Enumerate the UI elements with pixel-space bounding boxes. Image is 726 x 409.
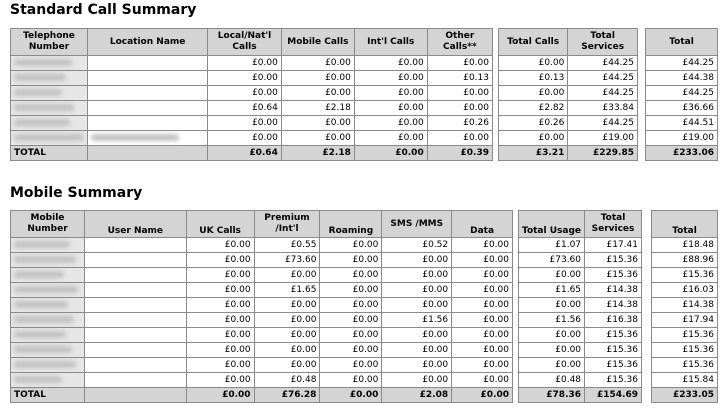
premium-intl-cell: £0.00 xyxy=(254,343,320,358)
intl-calls-cell: £0.00 xyxy=(354,86,427,101)
premium-intl-cell: £0.00 xyxy=(254,328,320,343)
total-row xyxy=(499,146,638,161)
grand-total: £233.06 xyxy=(646,146,718,161)
premium-intl-cell: £0.00 xyxy=(254,268,320,283)
uk-calls-cell: £0.00 xyxy=(186,358,254,373)
total-cell: £15.84 xyxy=(652,373,718,388)
total-services-cell: £17.41 xyxy=(585,238,642,253)
table-row xyxy=(646,116,718,131)
redacted-text xyxy=(14,134,84,141)
col-mobile-calls: Mobile Calls xyxy=(281,29,354,56)
user-name-cell xyxy=(84,313,186,328)
location-name-cell xyxy=(88,146,208,161)
standard-summary-title: Standard Call Summary xyxy=(10,2,197,18)
mobile-number-cell xyxy=(11,283,85,298)
table-row xyxy=(499,71,638,86)
table-row xyxy=(646,86,718,101)
intl-calls-cell: £0.00 xyxy=(354,116,427,131)
col-intl-calls: Int'l Calls xyxy=(354,29,427,56)
table-row xyxy=(519,358,642,373)
total-calls-total: £3.21 xyxy=(499,146,568,161)
roaming-cell: £0.00 xyxy=(320,343,382,358)
sms-mms-cell: £0.00 xyxy=(382,268,452,283)
other-calls-total: £0.39 xyxy=(427,146,492,161)
table-row xyxy=(11,71,493,86)
mobile-calls-cell: £0.00 xyxy=(281,86,354,101)
mobile-totals-table xyxy=(518,210,642,403)
total-row xyxy=(11,146,493,161)
data-cell: £0.00 xyxy=(452,283,513,298)
redacted-text xyxy=(14,241,70,248)
roaming-cell: £0.00 xyxy=(320,358,382,373)
table-row xyxy=(519,298,642,313)
mobile-number-cell xyxy=(11,373,85,388)
total-services-cell: £44.25 xyxy=(568,56,638,71)
local-calls-cell: £0.64 xyxy=(208,101,282,116)
total-usage-cell: £73.60 xyxy=(519,253,585,268)
data-cell: £0.00 xyxy=(452,343,513,358)
total-services-cell: £33.84 xyxy=(568,101,638,116)
location-name-cell xyxy=(88,86,208,101)
total-usage-cell: £1.56 xyxy=(519,313,585,328)
location-name-cell xyxy=(88,56,208,71)
roaming-cell: £0.00 xyxy=(320,328,382,343)
total-services-cell: £15.36 xyxy=(585,268,642,283)
local-calls-cell: £0.00 xyxy=(208,131,282,146)
col-premium-intl: Premium /Int'l xyxy=(254,211,320,238)
mobile-summary-table xyxy=(10,210,513,403)
total-calls-cell: £0.26 xyxy=(499,116,568,131)
col-user-name: User Name xyxy=(84,211,186,238)
redacted-text xyxy=(14,271,64,278)
location-name-cell xyxy=(88,71,208,86)
total-services-cell: £14.38 xyxy=(585,283,642,298)
uk-calls-cell: £0.00 xyxy=(186,298,254,313)
table-row xyxy=(652,298,718,313)
total-services-cell: £14.38 xyxy=(585,298,642,313)
total-calls-cell: £0.00 xyxy=(499,86,568,101)
table-row xyxy=(519,253,642,268)
intl-calls-cell: £0.00 xyxy=(354,56,427,71)
table-row xyxy=(519,283,642,298)
location-name-cell xyxy=(88,101,208,116)
other-calls-cell: £0.00 xyxy=(427,86,492,101)
redacted-text xyxy=(14,376,62,383)
total-calls-cell: £2.82 xyxy=(499,101,568,116)
sms-mms-cell: £1.56 xyxy=(382,313,452,328)
table-row xyxy=(499,131,638,146)
total-label: TOTAL xyxy=(11,388,85,403)
col-data: Data xyxy=(452,211,513,238)
table-row xyxy=(646,71,718,86)
other-calls-cell: £0.00 xyxy=(427,131,492,146)
table-row xyxy=(646,131,718,146)
total-usage-cell: £0.00 xyxy=(519,358,585,373)
table-row xyxy=(519,373,642,388)
table-row xyxy=(646,56,718,71)
col-total-usage: Total Usage xyxy=(519,211,585,238)
uk-calls-cell: £0.00 xyxy=(186,328,254,343)
premium-intl-cell: £0.48 xyxy=(254,373,320,388)
data-cell: £0.00 xyxy=(452,373,513,388)
total-usage-cell: £1.07 xyxy=(519,238,585,253)
total-usage-total: £78.36 xyxy=(519,388,585,403)
location-name-cell xyxy=(88,116,208,131)
total-services-cell: £15.36 xyxy=(585,373,642,388)
redacted-text xyxy=(14,316,74,323)
user-name-cell xyxy=(84,388,186,403)
user-name-cell xyxy=(84,358,186,373)
mobile-number-cell xyxy=(11,253,85,268)
total-services-cell: £15.36 xyxy=(585,328,642,343)
mobile-calls-cell: £0.00 xyxy=(281,131,354,146)
mobile-calls-cell: £0.00 xyxy=(281,56,354,71)
total-services-cell: £19.00 xyxy=(568,131,638,146)
total-cell: £44.25 xyxy=(646,86,718,101)
sms-mms-cell: £0.52 xyxy=(382,238,452,253)
table-row xyxy=(11,116,493,131)
uk-calls-cell: £0.00 xyxy=(186,373,254,388)
local-calls-cell: £0.00 xyxy=(208,86,282,101)
total-services-cell: £15.36 xyxy=(585,253,642,268)
sms-mms-cell: £0.00 xyxy=(382,358,452,373)
data-cell: £0.00 xyxy=(452,313,513,328)
sms-mms-total: £2.08 xyxy=(382,388,452,403)
uk-calls-cell: £0.00 xyxy=(186,238,254,253)
sms-mms-cell: £0.00 xyxy=(382,298,452,313)
total-cell: £44.51 xyxy=(646,116,718,131)
table-row xyxy=(11,358,513,373)
total-cell: £44.25 xyxy=(646,56,718,71)
table-row xyxy=(11,343,513,358)
total-calls-cell: £0.00 xyxy=(499,56,568,71)
col-roaming: Roaming xyxy=(320,211,382,238)
total-row xyxy=(652,388,718,403)
user-name-cell xyxy=(84,283,186,298)
total-cell: £88.96 xyxy=(652,253,718,268)
redacted-text xyxy=(14,301,68,308)
table-row xyxy=(11,253,513,268)
mobile-number-cell xyxy=(11,238,85,253)
roaming-cell: £0.00 xyxy=(320,268,382,283)
user-name-cell xyxy=(84,343,186,358)
sms-mms-cell: £0.00 xyxy=(382,283,452,298)
other-calls-cell: £0.00 xyxy=(427,101,492,116)
sms-mms-cell: £0.00 xyxy=(382,373,452,388)
total-services-total: £154.69 xyxy=(585,388,642,403)
col-location-name: Location Name xyxy=(88,29,208,56)
table-row xyxy=(652,283,718,298)
local-calls-cell: £0.00 xyxy=(208,71,282,86)
mobile-number-cell xyxy=(11,268,85,283)
total-services-cell: £44.25 xyxy=(568,86,638,101)
premium-intl-cell: £0.00 xyxy=(254,298,320,313)
total-usage-cell: £1.65 xyxy=(519,283,585,298)
mobile-number-cell xyxy=(11,358,85,373)
total-row xyxy=(646,146,718,161)
table-row xyxy=(652,373,718,388)
other-calls-cell: £0.00 xyxy=(427,56,492,71)
total-cell: £44.38 xyxy=(646,71,718,86)
redacted-text xyxy=(14,346,72,353)
total-services-total: £229.85 xyxy=(568,146,638,161)
col-mobile-total: Total xyxy=(652,211,718,238)
table-row xyxy=(11,313,513,328)
standard-summary-table xyxy=(10,28,493,161)
data-total: £0.00 xyxy=(452,388,513,403)
table-row xyxy=(519,328,642,343)
total-usage-cell: £0.00 xyxy=(519,298,585,313)
roaming-cell: £0.00 xyxy=(320,253,382,268)
user-name-cell xyxy=(84,268,186,283)
redacted-text xyxy=(14,104,74,111)
telephone-number-cell xyxy=(11,116,88,131)
total-usage-cell: £0.00 xyxy=(519,268,585,283)
table-row xyxy=(499,86,638,101)
uk-calls-cell: £0.00 xyxy=(186,253,254,268)
other-calls-cell: £0.13 xyxy=(427,71,492,86)
table-row xyxy=(11,298,513,313)
user-name-cell xyxy=(84,373,186,388)
col-sms-mms: SMS /MMS xyxy=(382,211,452,238)
mobile-number-cell xyxy=(11,298,85,313)
premium-intl-total: £76.28 xyxy=(254,388,320,403)
premium-intl-cell: £0.00 xyxy=(254,358,320,373)
table-row xyxy=(11,328,513,343)
total-cell: £15.36 xyxy=(652,328,718,343)
local-calls-cell: £0.00 xyxy=(208,116,282,131)
standard-grand-total-table xyxy=(645,28,718,161)
telephone-number-cell xyxy=(11,131,88,146)
sms-mms-cell: £0.00 xyxy=(382,328,452,343)
uk-calls-cell: £0.00 xyxy=(186,313,254,328)
telephone-number-cell xyxy=(11,101,88,116)
uk-calls-cell: £0.00 xyxy=(186,343,254,358)
table-row xyxy=(11,86,493,101)
total-cell: £18.48 xyxy=(652,238,718,253)
table-row xyxy=(652,268,718,283)
total-services-cell: £16.38 xyxy=(585,313,642,328)
total-cell: £15.36 xyxy=(652,358,718,373)
col-other-calls: Other Calls** xyxy=(427,29,492,56)
roaming-total: £0.00 xyxy=(320,388,382,403)
mobile-number-cell xyxy=(11,343,85,358)
data-cell: £0.00 xyxy=(452,268,513,283)
redacted-text xyxy=(14,119,70,126)
roaming-cell: £0.00 xyxy=(320,313,382,328)
user-name-cell xyxy=(84,253,186,268)
redacted-text xyxy=(14,256,76,263)
col-total: Total xyxy=(646,29,718,56)
redacted-text xyxy=(14,361,76,368)
data-cell: £0.00 xyxy=(452,328,513,343)
redacted-text xyxy=(14,74,66,81)
total-label: TOTAL xyxy=(11,146,88,161)
user-name-cell xyxy=(84,298,186,313)
table-row xyxy=(652,313,718,328)
premium-intl-cell: £0.00 xyxy=(254,313,320,328)
total-calls-cell: £0.00 xyxy=(499,131,568,146)
telephone-number-cell xyxy=(11,86,88,101)
total-usage-cell: £0.00 xyxy=(519,328,585,343)
table-row xyxy=(652,358,718,373)
redacted-text xyxy=(14,59,72,66)
table-row xyxy=(499,56,638,71)
total-calls-cell: £0.13 xyxy=(499,71,568,86)
col-mobile-number: Mobile Number xyxy=(11,211,85,238)
table-row xyxy=(652,238,718,253)
intl-calls-cell: £0.00 xyxy=(354,101,427,116)
redacted-text xyxy=(14,89,62,96)
premium-intl-cell: £1.65 xyxy=(254,283,320,298)
location-name-cell xyxy=(88,131,208,146)
redacted-text xyxy=(14,286,78,293)
redacted-text xyxy=(14,331,66,338)
local-calls-total: £0.64 xyxy=(208,146,282,161)
total-services-cell: £15.36 xyxy=(585,343,642,358)
mobile-calls-total: £2.18 xyxy=(281,146,354,161)
data-cell: £0.00 xyxy=(452,358,513,373)
mobile-calls-cell: £2.18 xyxy=(281,101,354,116)
total-usage-cell: £0.48 xyxy=(519,373,585,388)
total-row xyxy=(519,388,642,403)
local-calls-cell: £0.00 xyxy=(208,56,282,71)
uk-calls-cell: £0.00 xyxy=(186,268,254,283)
user-name-cell xyxy=(84,238,186,253)
col-mobile-total-services: Total Services xyxy=(585,211,642,238)
total-cell: £15.36 xyxy=(652,268,718,283)
table-row xyxy=(11,373,513,388)
table-row xyxy=(11,101,493,116)
table-row xyxy=(11,56,493,71)
table-row xyxy=(519,343,642,358)
col-uk-calls: UK Calls xyxy=(186,211,254,238)
intl-calls-total: £0.00 xyxy=(354,146,427,161)
mobile-calls-cell: £0.00 xyxy=(281,71,354,86)
table-row xyxy=(11,283,513,298)
table-row xyxy=(519,268,642,283)
col-local-calls: Local/Nat'l Calls xyxy=(208,29,282,56)
premium-intl-cell: £0.55 xyxy=(254,238,320,253)
roaming-cell: £0.00 xyxy=(320,283,382,298)
mobile-summary-title: Mobile Summary xyxy=(10,185,143,201)
sms-mms-cell: £0.00 xyxy=(382,343,452,358)
total-cell: £17.94 xyxy=(652,313,718,328)
table-row xyxy=(652,253,718,268)
premium-intl-cell: £73.60 xyxy=(254,253,320,268)
total-services-cell: £44.25 xyxy=(568,116,638,131)
intl-calls-cell: £0.00 xyxy=(354,71,427,86)
redacted-text xyxy=(91,134,179,141)
other-calls-cell: £0.26 xyxy=(427,116,492,131)
table-row xyxy=(646,101,718,116)
total-cell: £16.03 xyxy=(652,283,718,298)
uk-calls-total: £0.00 xyxy=(186,388,254,403)
mobile-number-cell xyxy=(11,313,85,328)
grand-total: £233.05 xyxy=(652,388,718,403)
total-cell: £15.36 xyxy=(652,343,718,358)
table-row xyxy=(11,131,493,146)
telephone-number-cell xyxy=(11,71,88,86)
mobile-number-cell xyxy=(11,328,85,343)
mobile-calls-cell: £0.00 xyxy=(281,116,354,131)
intl-calls-cell: £0.00 xyxy=(354,131,427,146)
total-row xyxy=(11,388,513,403)
total-usage-cell: £0.00 xyxy=(519,343,585,358)
uk-calls-cell: £0.00 xyxy=(186,283,254,298)
user-name-cell xyxy=(84,328,186,343)
table-row xyxy=(652,328,718,343)
col-total-calls: Total Calls xyxy=(499,29,568,56)
roaming-cell: £0.00 xyxy=(320,298,382,313)
total-services-cell: £44.25 xyxy=(568,71,638,86)
col-telephone-number: Telephone Number xyxy=(11,29,88,56)
roaming-cell: £0.00 xyxy=(320,373,382,388)
total-cell: £36.66 xyxy=(646,101,718,116)
table-row xyxy=(11,238,513,253)
table-row xyxy=(652,343,718,358)
sms-mms-cell: £0.00 xyxy=(382,253,452,268)
table-row xyxy=(499,101,638,116)
data-cell: £0.00 xyxy=(452,253,513,268)
table-row xyxy=(499,116,638,131)
table-row xyxy=(11,268,513,283)
table-row xyxy=(519,238,642,253)
standard-totals-table xyxy=(498,28,638,161)
total-services-cell: £15.36 xyxy=(585,358,642,373)
data-cell: £0.00 xyxy=(452,238,513,253)
mobile-grand-total-table xyxy=(651,210,718,403)
data-cell: £0.00 xyxy=(452,298,513,313)
total-cell: £19.00 xyxy=(646,131,718,146)
table-row xyxy=(519,313,642,328)
roaming-cell: £0.00 xyxy=(320,238,382,253)
total-cell: £14.38 xyxy=(652,298,718,313)
col-total-services: Total Services xyxy=(568,29,638,56)
telephone-number-cell xyxy=(11,56,88,71)
